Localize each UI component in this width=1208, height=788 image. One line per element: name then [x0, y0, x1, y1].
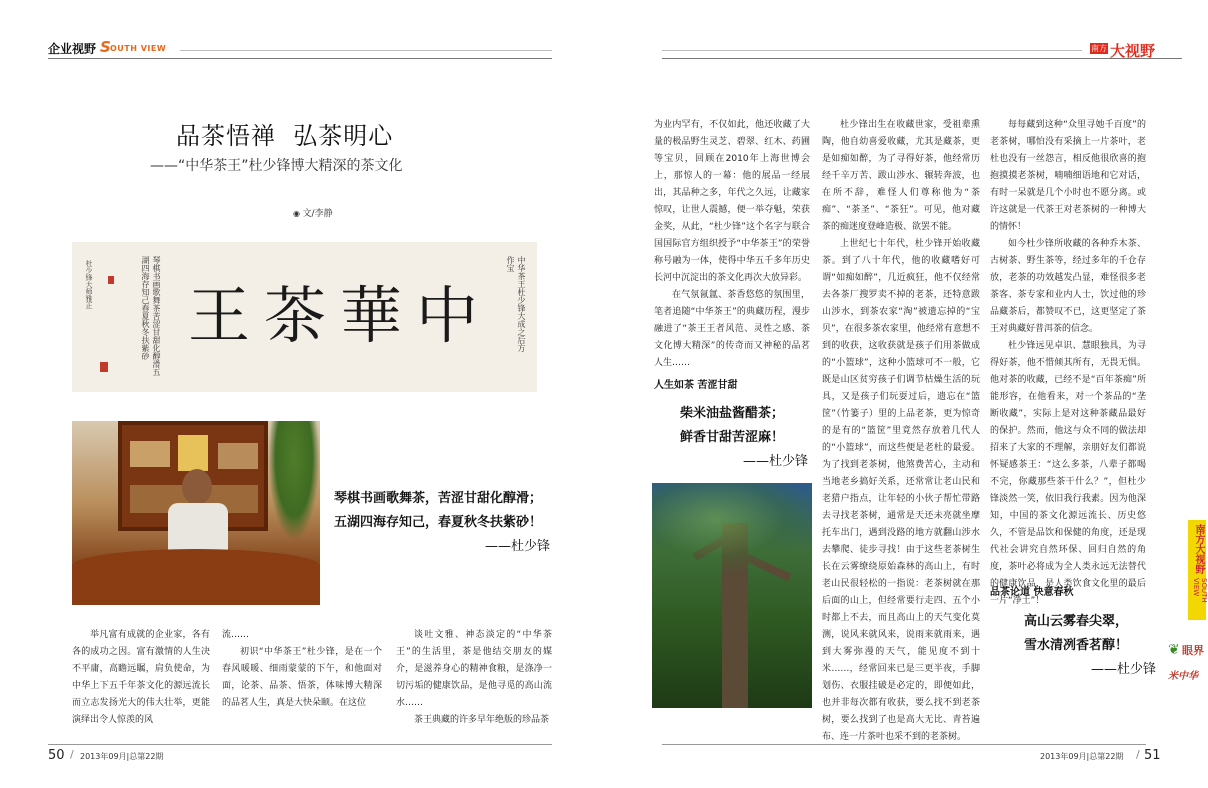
paragraph: 如今杜少锋所收藏的各种乔木茶、古树茶、野生茶等，经过多年的千仓存放，老茶的功效越发凸显，难怪很多老茶客、茶专家和业内人士，饮过他的珍品藏茶后，都赞叹不已，这更坚定了茶王对典藏好普洱茶的信念。	[990, 239, 1146, 334]
text-col-3	[396, 627, 552, 729]
poem-1-line-1: 琴棋书画歌舞茶，苦涩甘甜化醇滑；	[334, 491, 543, 506]
poem-2-line-2: 鲜香甘甜苦涩麻！	[680, 430, 785, 445]
poem-2-line-1: 柴米油盐酱醋茶；	[680, 406, 785, 421]
poem-3-line-1: 高山云雾春尖翠，	[1024, 614, 1129, 629]
header-brand-rest: OUTH VIEW	[110, 44, 167, 53]
plant	[268, 421, 320, 541]
footer-right-issue: 2013年09月|总第22期	[1040, 752, 1124, 761]
leaf-icon: ❦	[1168, 642, 1180, 658]
tree-photo	[652, 483, 812, 708]
seal-stamp-icon-2	[108, 276, 114, 284]
header-right-rule	[662, 50, 1082, 51]
footer-right-rule	[662, 744, 1146, 745]
paragraph: 杜少锋远见卓识、慧眼独具，为寻得好茶，他不惜倾其所有，无畏无惧。他对茶的收藏，已经不是“百年茶痴”所能形容，在他看来，对一个茶品的“垄断收藏”，实际上是对这种茶藏品最好的保护。然而，他这与众不同的做法却招来了大家的不理解，亲朋好友们都说怀疑感茶王：“这么多茶，八辈子都喝不完，你藏那些茶干什么？”，但杜少锋淡然一笑，依旧我行我素。因为他深知，中国的茶文化源远流长、历史悠久，不管是品饮和保健的角度，还是现代社会讲究自然环保、回归自然的角度，茶叶必将成为全人类永远无法替代的健康饮品，是人类饮食文化里的最后一片“净土”！	[990, 341, 1146, 606]
side-logo-1-text: 眼界	[1182, 644, 1204, 657]
calligraphy-left-inscription: 琴棋书画歌舞茶苦涩甘甜化醇滑五湖四海存知己春夏秋冬扶紫砂	[141, 256, 161, 376]
side-logo-2-text: 米中华	[1168, 671, 1198, 682]
page-number-right: 51	[1144, 748, 1161, 763]
header-logo-text: 大视野	[1110, 42, 1156, 60]
paragraph: 茶王典藏的许多早年绝版的珍品茶	[414, 715, 550, 725]
paragraph: 流……	[222, 630, 250, 640]
side-tab-cn: 南方大视野	[1193, 524, 1204, 574]
footer-left	[48, 748, 248, 764]
poem-1-signature: ——杜少锋	[484, 539, 550, 554]
tea-table	[72, 549, 320, 605]
side-tab	[1188, 520, 1206, 620]
calligraphy-left-sign: 杜少锋大师雅正	[85, 260, 93, 309]
poem-1	[334, 487, 550, 559]
text-col-5	[822, 117, 980, 746]
header-section-title: 企业视野	[48, 42, 97, 56]
portrait-photo	[72, 421, 320, 605]
subhead-1: 人生如茶 苦涩甘甜	[654, 380, 738, 391]
paragraph: 上世纪七十年代，杜少锋开始收藏茶。到了八十年代，他的收藏嗜好可谓“如痴如醉”，几近疯狂，他不仅经常去各茶厂搜罗卖不掉的老茶，还特意跋山涉水，到茶农家“淘”被遗忘掉的“宝贝”，在很多茶农家里，他经常有意想不到的收获，这收获就是孩子们用茶做成的“小篮球”，这种小篮球可不一般，它既是山区贫穷孩子们调节枯燥生活的玩具，又是孩子们玩耍过后，遗忘在“篮筐”（竹篓子）里的上品老茶，更为惊奇的是有的“篮筐”里竟然存放着几代人的“小篮球”，而这些便是老杜的最爱。为了找到老茶树，他煞费苦心，主动和当地老乡搞好关系，还常常让老山民和老猎户指点，让年轻的小伙子帮忙带路去寻找老茶树，通常是天还未亮就坐摩托车出门，遇到没路的地方就翻山涉水去攀爬、徒步寻找！由于这些老茶树生长在云雾缭绕原始森林的高山上，有时老山民很轻松的一指说：老茶树就在那后面的山上，但经常要行走四、五个小时都上不去，而且高山上的天气变化莫测，说风来就风来，说雨来就雨来，遇到大雾弥漫的天气，能见度不到十米……，经常回来已是三更半夜，手脚划伤、衣服挂破是必定的，即便如此，也并非每次都有收获，要么找不到老茶树，要么找到了也是高大无比、青苔遍布、连一片茶叶也采不到的老茶树。	[822, 239, 980, 742]
paragraph: 杜少锋出生在收藏世家，受祖辈熏陶，他自幼喜爱收藏，尤其是藏茶，更是如痴如醉，为了寻得好茶，他经常历经千辛万苦、跋山涉水、辗转奔波，也在所不辞，难怪人们尊称他为“茶痴”、“茶圣”、“茶狂”。可见，他对藏茶的痴迷度登峰造极、欲罢不能。	[822, 120, 980, 232]
calligraphy-image	[72, 242, 537, 392]
page-number-left: 50	[48, 748, 65, 763]
article-title: 品茶悟禅 弘茶明心	[176, 122, 394, 150]
header-right-logo	[1090, 40, 1170, 60]
poem-3	[1024, 610, 1156, 682]
footer-right	[1040, 748, 1170, 764]
slash-divider: /	[70, 748, 74, 761]
paragraph: 在气氛氤氲、茶香悠悠的氛围里，笔者追随“中华茶王”的典藏历程，漫步融进了“茶王王者风范、灵性之感、茶文化博大精深”的传奇而又神秘的品茗人生……	[654, 290, 810, 368]
text-col-2	[222, 627, 382, 712]
paragraph: 每每藏到这种“众里寻她千百度”的老茶树，哪怕没有采摘上一片茶叶，老杜也没有一丝怨言，相反他很欣喜的抱抱摸摸老茶树，喃喃细语地和它对话，有时一呆就是几个小时也不愿分离。或许这就是一代茶王对老茶树的一种博大的情怀！	[990, 120, 1146, 232]
header-left-rule-2	[180, 50, 552, 51]
paragraph: 谈吐文雅、神态淡定的“中华茶王”的生活里，茶是他结交朋友的媒介，是滋养身心的精神食粮，是涤净一切污垢的健康饮品，是他寻觅的高山流水……	[396, 630, 552, 708]
poem-2-signature: ——杜少锋	[742, 454, 808, 469]
side-logo-1	[1168, 640, 1206, 662]
footer-left-issue: 2013年09月|总第22期	[80, 752, 164, 761]
byline-text: 文/李静	[302, 209, 333, 219]
side-logo-2	[1168, 665, 1206, 687]
text-col-1	[72, 627, 210, 729]
bullet-icon: ◉	[293, 209, 303, 218]
text-col-6	[990, 117, 1146, 610]
footer-left-rule	[48, 744, 552, 745]
paragraph: 初识“中华茶王”杜少锋，是在一个春风暖暖、细雨蒙蒙的下午，和他面对面，论茶、品茶、悟茶，体味博大精深的品茗人生，真是大快朵颐。在这位	[222, 647, 382, 708]
poem-1-line-2: 五湖四海存知己，春夏秋冬扶紫砂！	[334, 515, 543, 530]
calligraphy-main: 中華茶王	[187, 279, 492, 352]
poem-3-signature: ——杜少锋	[1090, 662, 1156, 677]
header-logo-prefix: 南方	[1091, 44, 1107, 53]
header-left-rule	[48, 58, 552, 59]
article-subtitle: ——“中华茶王”杜少锋博大精深的茶文化	[150, 158, 403, 174]
poem-2	[680, 402, 808, 474]
header-brand-s: S	[100, 38, 111, 56]
article-byline	[293, 206, 333, 219]
poem-3-line-2: 雪水清冽香茗醇！	[1024, 638, 1129, 653]
paragraph: 为业内罕有，不仅如此，他还收藏了大量的极品野生灵芝、碧翠、红木、药圃等宝贝，回顾在2010年上海世博会上，那惊人的一幕：他的展品一经展出，其品种之多，年代之久远，让藏家惊叹，让世人震撼，便一举夺魁，荣获金奖，从此，“杜少锋”这个名字与联合国国际官方组织授予“中华茶王”的荣誉称号融为一体，使得中华五千多年历史长河中沉淀出的茶文化再次大放异彩。	[654, 120, 810, 283]
subhead-2: 品茶论道 快意春秋	[990, 587, 1074, 598]
text-col-4	[654, 117, 810, 372]
calligraphy-right-inscription: 中华茶王杜少锋大成之后方作宝	[506, 256, 526, 352]
seal-stamp-icon	[100, 362, 108, 372]
paragraph: 举凡富有成就的企业家，各有各的成功之因。富有激情的人生决不平庸，高瞻远瞩，肩负使命，为中华上下五千年茶文化的源远流长而立志发扬光大的伟大壮举，更能演绎出令人惊羡的风	[72, 630, 210, 725]
slash-divider: /	[1136, 748, 1140, 761]
side-tab-en: SOUTH VIEW	[1192, 578, 1208, 603]
